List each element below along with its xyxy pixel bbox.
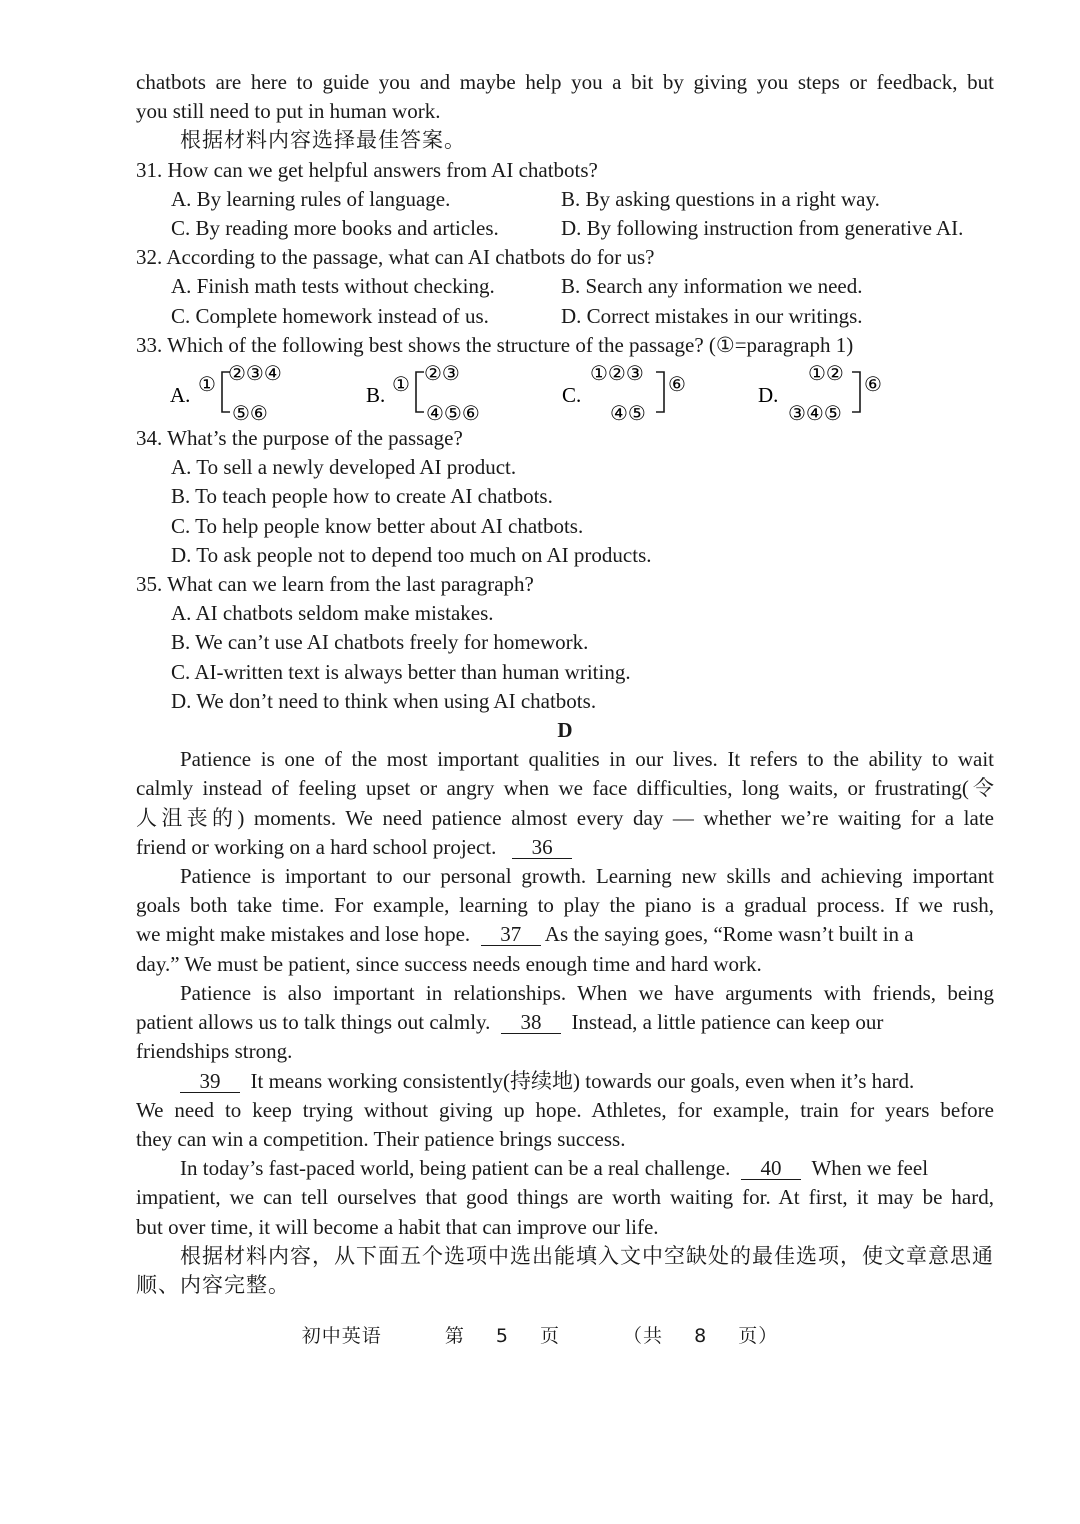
q33-option-a-svg [170, 360, 320, 424]
q33-option-d-bottom: ③④⑤ [788, 401, 842, 426]
q34-option-d: D. To ask people not to depend too much on AI products. [171, 542, 652, 567]
footer-total-pages: （共 8 页） [623, 1325, 779, 1347]
p2-line-3a: we might make mistakes and lose hope. [136, 922, 471, 947]
intro-line-1: chatbots are here to guide you and maybe help you a bit by giving you steps or feedback, but [136, 70, 994, 94]
q31-stem: 31. How can we get helpful answers from AI chatbots? [136, 157, 598, 182]
q31-row-1 [136, 185, 994, 214]
q33-option-b-diagram [366, 360, 516, 424]
q33-structure-diagrams [136, 360, 994, 424]
q33-option-b-bottom: ④⑤⑥ [426, 401, 480, 426]
q33-option-d-right: ⑥ [864, 372, 882, 397]
q33-option-c-svg [562, 360, 712, 424]
q33-option-c-right: ⑥ [668, 372, 686, 397]
q32-option-c: C. Complete homework instead of us. [171, 303, 489, 328]
q31-option-b: B. By asking questions in a right way. [561, 186, 880, 211]
q33-option-b-top: ②③ [424, 361, 460, 386]
instruction-choose: 根据材料内容选择最佳答案。 [180, 128, 466, 153]
p3-line-2a: patient allows us to talk things out calmly. [136, 1010, 491, 1035]
q33-option-c-bracket [656, 372, 664, 412]
p5-line-1b: When we feel [811, 1156, 929, 1181]
q33-option-d-diagram [758, 360, 908, 424]
p3-line-1: Patience is also important in relationships. When we have arguments with friends, being [180, 980, 994, 1005]
blank-39[interactable]: 39 [180, 1070, 240, 1093]
q32-row-2 [136, 302, 994, 331]
q32-stem: 32. According to the passage, what can AI chatbots do for us? [136, 245, 655, 270]
q34-option-a: A. To sell a newly developed AI product. [171, 455, 517, 480]
q33-option-d-bracket [852, 372, 860, 412]
p1-line-4 [136, 833, 994, 862]
p3-line-3: friendships strong. [136, 1039, 293, 1064]
q34-stem: 34. What’s the purpose of the passage? [136, 426, 463, 451]
q33-option-d-top: ①② [808, 361, 844, 386]
p1-line-4-text: friend or working on a hard school project. [136, 834, 497, 859]
q33-option-c-bottom: ④⑤ [610, 401, 646, 426]
p4-line-3: they can win a competition. Their patience brings success. [136, 1126, 626, 1151]
q35-option-b: B. We can’t use AI chatbots freely for homework. [171, 630, 589, 655]
q32-row-1 [136, 272, 994, 301]
p2-line-2: goals both take time. For example, learning to play the piano is a gradual process. If we rush, [136, 893, 994, 918]
instruction-fill-line-1: 根据材料内容，从下面五个选项中选出能填入文中空缺处的最佳选项，使文章意思通 [180, 1243, 994, 1268]
p5-line-1 [136, 1154, 994, 1183]
q34-option-b: B. To teach people how to create AI chatbots. [171, 484, 553, 509]
q35-option-c: C. AI-written text is always better than human writing. [171, 659, 631, 684]
p3-line-2 [136, 1008, 994, 1037]
q33-option-b-label: B. [366, 383, 386, 408]
q35-option-a: A. AI chatbots seldom make mistakes. [171, 601, 494, 626]
q32-option-b: B. Search any information we need. [561, 274, 863, 299]
blank-38[interactable]: 38 [501, 1011, 561, 1034]
p1-line-1: Patience is one of the most important qualities in our lives. It refers to the ability to wait [180, 747, 994, 772]
p1-line-3: 人沮丧的) moments. We need patience almost every day — whether we’re waiting for a late [136, 805, 994, 830]
q32-option-d: D. Correct mistakes in our writings. [561, 303, 863, 328]
q33-option-a-bottom: ⑤⑥ [232, 401, 268, 426]
q33-option-b-left: ① [392, 372, 410, 397]
p2-line-3 [136, 920, 994, 949]
q33-option-d-label: D. [758, 383, 779, 408]
q31-option-a: A. By learning rules of language. [171, 186, 451, 211]
q32-option-a: A. Finish math tests without checking. [171, 274, 495, 299]
p2-line-3b: As the saying goes, “Rome wasn’t built in a [544, 922, 914, 947]
q31-row-2 [136, 214, 994, 243]
p4-line-1 [136, 1067, 994, 1096]
p2-line-4: day.” We must be patient, since success needs enough time and hard work. [136, 951, 762, 976]
q33-option-a-label: A. [170, 383, 191, 408]
q33-option-c-diagram [562, 360, 712, 424]
q31-option-d: D. By following instruction from generative AI. [561, 216, 964, 241]
q33-option-a-diagram [170, 360, 320, 424]
p4-line-2: We need to keep trying without giving up hope. Athletes, for example, train for years before [136, 1097, 994, 1122]
p3-line-2b: Instead, a little patience can keep our [571, 1010, 884, 1035]
blank-40[interactable]: 40 [741, 1157, 801, 1180]
page-footer [0, 1322, 1080, 1351]
q33-option-c-label: C. [562, 383, 582, 408]
q33-option-d-svg [758, 360, 908, 424]
exam-page [136, 68, 994, 1300]
q34-option-c: C. To help people know better about AI chatbots. [171, 513, 584, 538]
q33-option-a-left: ① [198, 372, 216, 397]
q33-option-a-top: ②③④ [228, 361, 282, 386]
p5-line-2: impatient, we can tell ourselves that good things are worth waiting for. At first, it may be hard, [136, 1185, 994, 1210]
q33-stem: 33. Which of the following best shows the structure of the passage? (①=paragraph 1) [136, 332, 854, 357]
instruction-fill-line-2: 顺、内容完整。 [136, 1272, 290, 1297]
q35-option-d: D. We don’t need to think when using AI chatbots. [171, 688, 597, 713]
section-d-title: D [557, 718, 573, 743]
q33-option-b-svg [366, 360, 516, 424]
q35-stem: 35. What can we learn from the last paragraph? [136, 572, 534, 597]
blank-37[interactable]: 37 [481, 923, 541, 946]
p5-line-1a: In today’s fast-paced world, being patient can be a real challenge. [180, 1156, 731, 1181]
q33-option-b-bracket [416, 372, 424, 412]
blank-36[interactable]: 36 [512, 836, 572, 859]
p5-line-3: but over time, it will become a habit that can improve our life. [136, 1214, 659, 1239]
footer-subject: 初中英语 [301, 1325, 382, 1347]
p1-line-2: calmly instead of feeling upset or angry when we face difficulties, long waits, or frustrating(令 [136, 776, 994, 801]
q31-option-c: C. By reading more books and articles. [171, 216, 499, 241]
p4-line-1-text: It means working consistently(持续地) towards our goals, even when it’s hard. [250, 1068, 915, 1093]
p2-line-1: Patience is important to our personal growth. Learning new skills and achieving important [180, 864, 994, 889]
q33-option-c-top: ①②③ [590, 361, 644, 386]
intro-line-2: you still need to put in human work. [136, 99, 441, 124]
footer-page-number: 第 5 页 [444, 1325, 560, 1347]
